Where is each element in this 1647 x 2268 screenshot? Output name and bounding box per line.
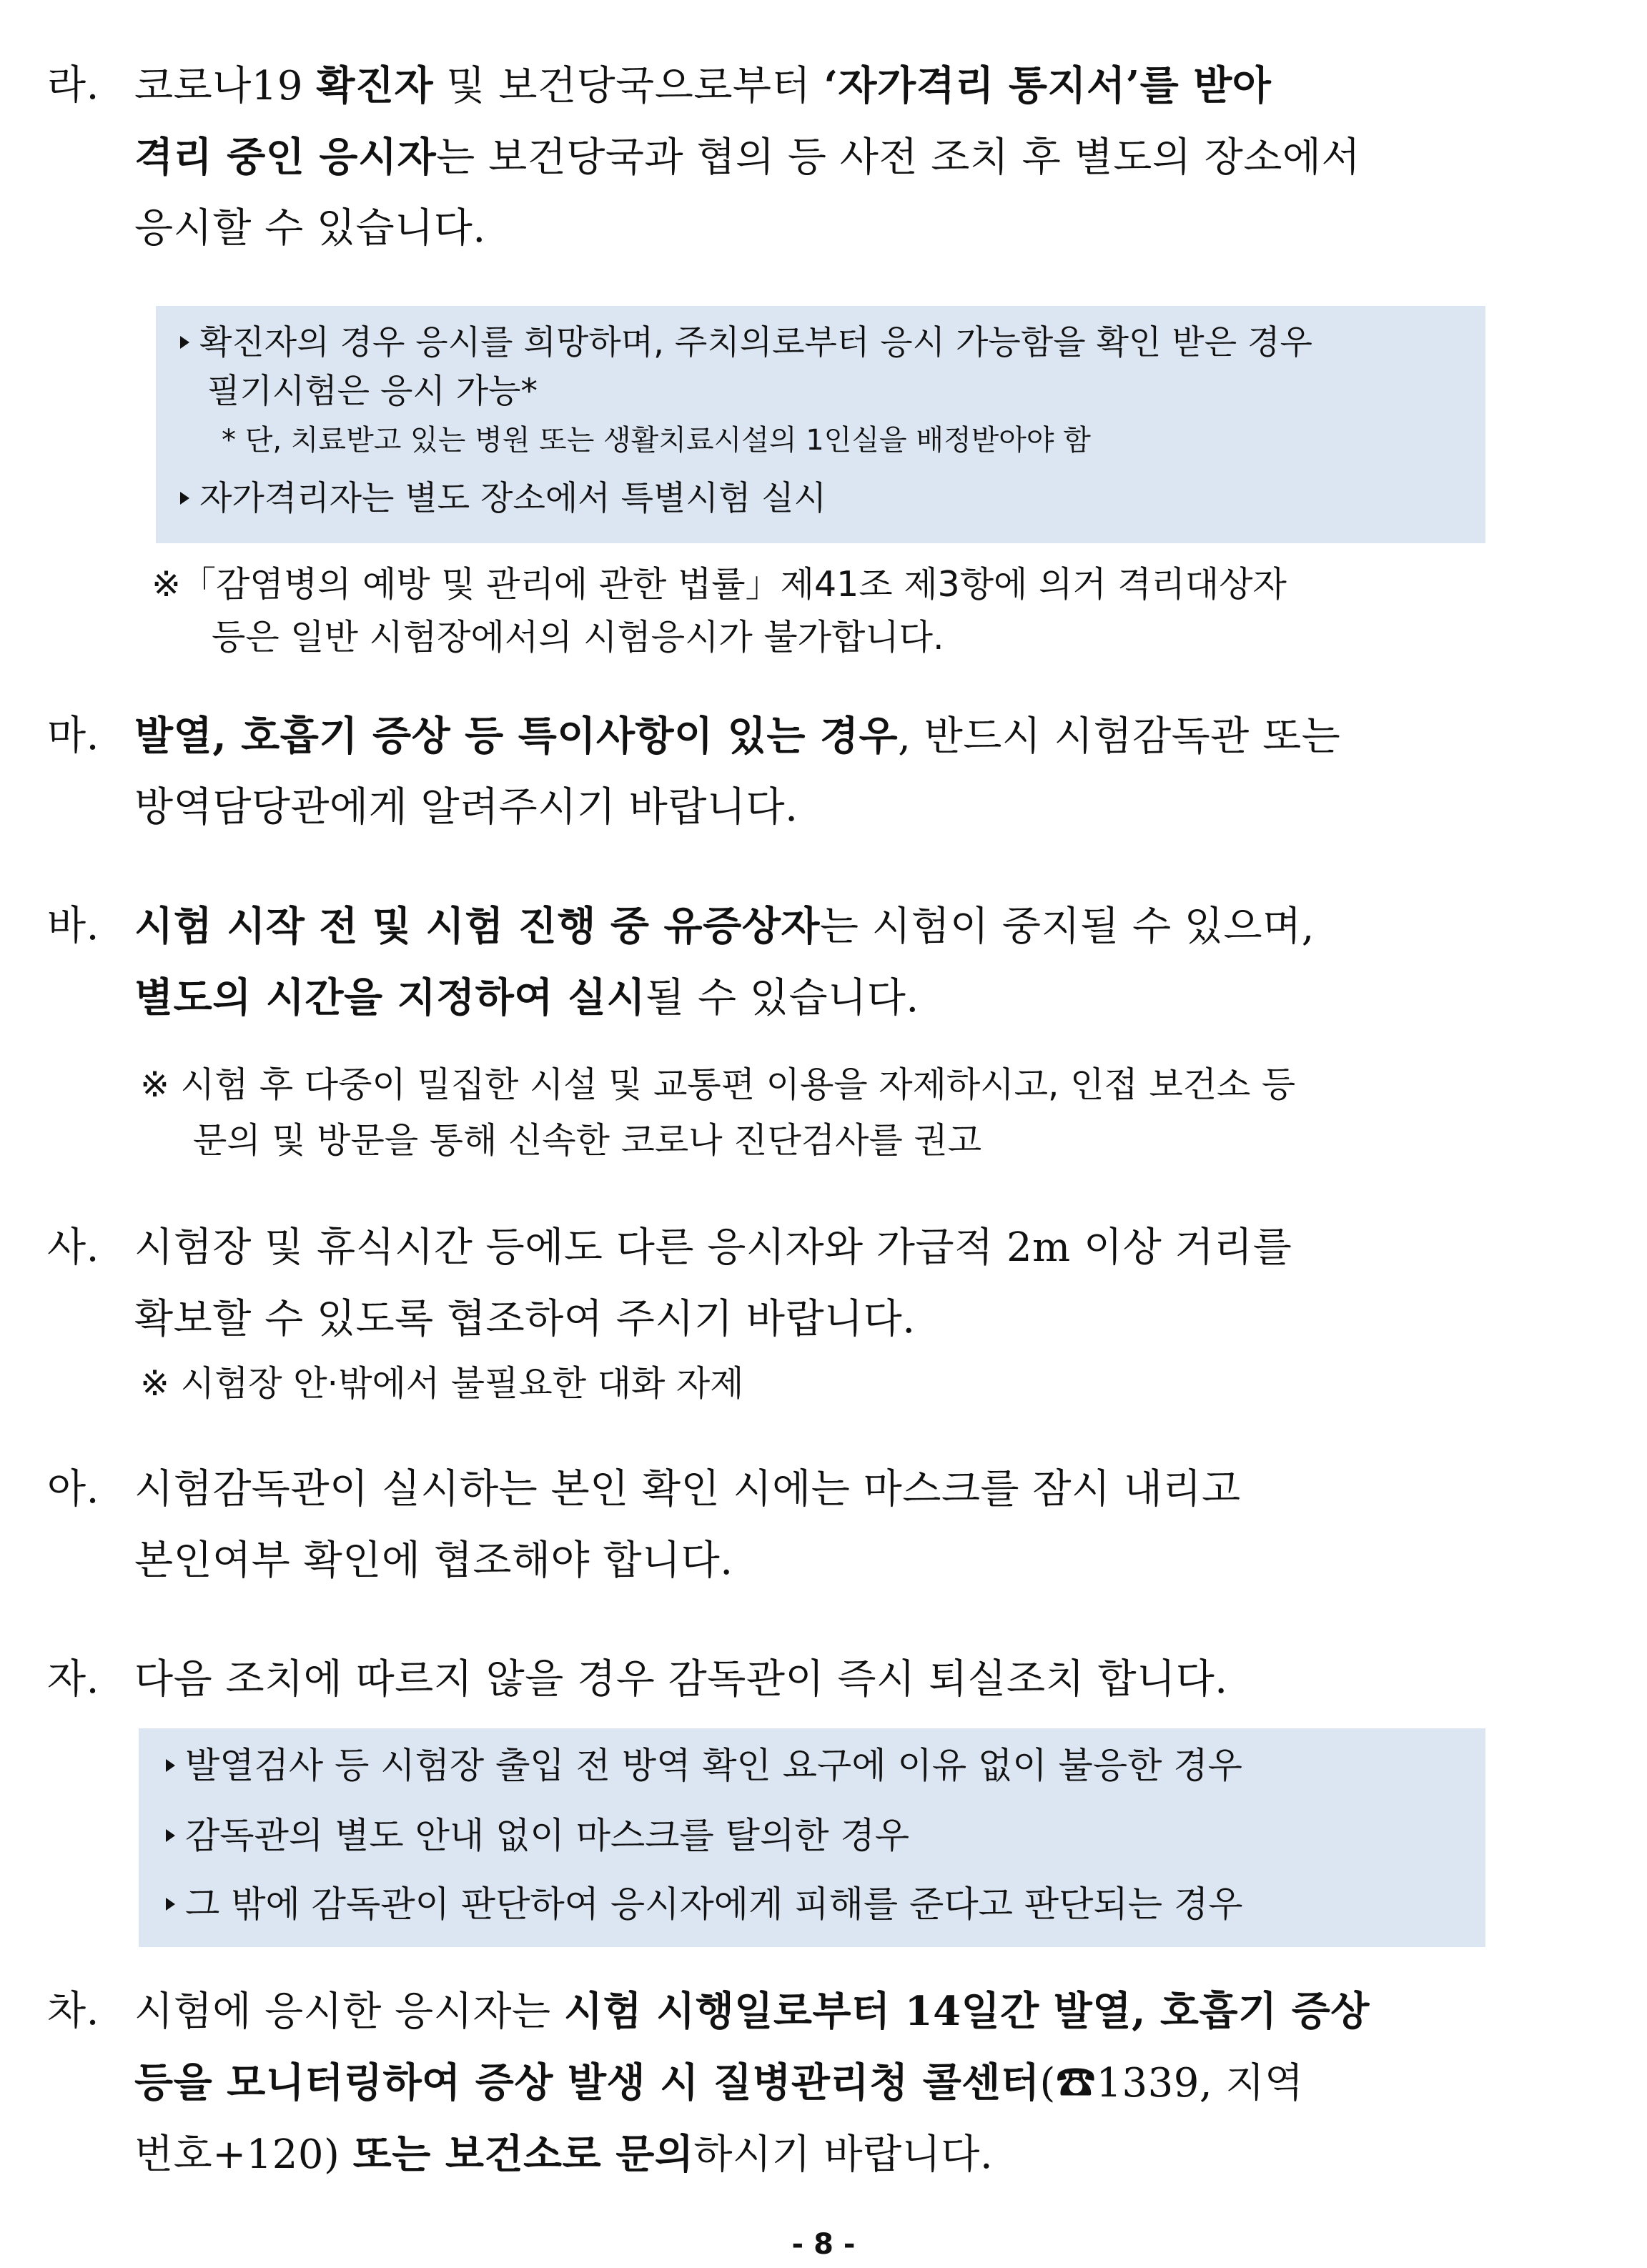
section-ba-line2: 별도의 시간을 지정하여 실시될 수 있습니다. bbox=[134, 974, 919, 1021]
section-marker: 사. bbox=[47, 1224, 99, 1271]
triangle-bullet-icon bbox=[166, 1829, 175, 1842]
section-ma-line2: 방역담당관에게 알려주시기 바랍니다. bbox=[134, 784, 798, 831]
box-item: 그 밖에 감독관이 판단하여 응시자에게 피해를 준다고 판단되는 경우 bbox=[166, 1876, 1243, 1933]
section-ma-line1: 마. 발열, 호흡기 증상 등 특이사항이 있는 경우, 반드시 시험감독관 또는 bbox=[47, 700, 1340, 773]
section-ra-line3: 응시할 수 있습니다. bbox=[134, 205, 486, 252]
section-ra-line1: 라. 코로나19 확진자 및 보건당국으로부터 ‘자가격리 통지서’를 받아 bbox=[47, 50, 1271, 122]
section-cha-line3: 번호+120) 또는 보건소로 문의하시기 바랍니다. bbox=[134, 2131, 994, 2178]
section-marker: 마. bbox=[47, 713, 99, 759]
info-box-ra bbox=[156, 306, 1485, 543]
section-marker: 바. bbox=[47, 903, 99, 949]
section-marker: 차. bbox=[47, 1988, 99, 2034]
conversation-note: ※ 시험장 안·밖에서 불필요한 대화 자제 bbox=[140, 1363, 744, 1404]
section-marker: 아. bbox=[47, 1466, 99, 1512]
triangle-bullet-icon bbox=[166, 1898, 175, 1911]
section-sa-line1: 사. 시험장 및 휴식시간 등에도 다른 응시자와 가급적 2m 이상 거리를 bbox=[47, 1212, 1292, 1284]
section-ra-line2: 격리 중인 응시자는 보건당국과 협의 등 사전 조치 후 별도의 장소에서 bbox=[134, 134, 1361, 181]
advisory-note: ※ 시험 후 다중이 밀집한 시설 및 교통편 이용을 자제하시고, 인접 보건소 등 bbox=[140, 1064, 1296, 1105]
section-ja-line1: 자. 다음 조치에 따르지 않을 경우 감독관이 즉시 퇴실조치 합니다. bbox=[47, 1644, 1228, 1715]
box-item: 발열검사 등 시험장 출입 전 방역 확인 요구에 이유 없이 불응한 경우 bbox=[166, 1737, 1242, 1794]
phone-number: (☎1339, 지역 bbox=[1039, 2060, 1304, 2106]
section-a-line1: 아. 시험감독관이 실시하는 본인 확인 시에는 마스크를 잠시 내리고 bbox=[47, 1454, 1241, 1525]
section-marker: 자. bbox=[47, 1656, 99, 1703]
section-marker: 라. bbox=[47, 62, 99, 109]
section-cha-line2: 등을 모니터링하여 증상 발생 시 질병관리청 콜센터(☎1339, 지역 bbox=[134, 2059, 1304, 2106]
info-box-ja bbox=[139, 1728, 1485, 1947]
box-item-continued: 필기시험은 응시 가능* bbox=[207, 372, 538, 411]
box-item: 감독관의 별도 안내 없이 마스크를 탈의한 경우 bbox=[166, 1807, 909, 1864]
section-ba-line1: 바. 시험 시작 전 및 시험 진행 중 유증상자는 시험이 중지될 수 있으며, bbox=[47, 891, 1315, 963]
triangle-bullet-icon bbox=[180, 492, 189, 505]
reference-note: ※「감염병의 예방 및 관리에 관한 법률」제41조 제3항에 의거 격리대상자 bbox=[152, 564, 1287, 605]
triangle-bullet-icon bbox=[166, 1759, 175, 1772]
section-a-line2: 본인여부 확인에 협조해야 합니다. bbox=[134, 1537, 733, 1584]
reference-note-continued: 등은 일반 시험장에서의 시험응시가 불가합니다. bbox=[212, 617, 944, 658]
box-footnote: * 단, 치료받고 있는 병원 또는 생활치료시설의 1인실을 배정받아야 함 bbox=[222, 424, 1091, 457]
box-item: 확진자의 경우 응시를 희망하며, 주치의로부터 응시 가능함을 확인 받은 경우 bbox=[180, 315, 1312, 372]
box-item: 자가격리자는 별도 장소에서 특별시험 실시 bbox=[180, 470, 826, 528]
page-number: - 8 - bbox=[791, 2228, 856, 2261]
advisory-note-continued: 문의 및 방문을 통해 신속한 코로나 진단검사를 권고 bbox=[193, 1120, 982, 1161]
section-cha-line1: 차. 시험에 응시한 응시자는 시험 시행일로부터 14일간 발열, 호흡기 증상 bbox=[47, 1976, 1370, 2048]
section-sa-line2: 확보할 수 있도록 협조하여 주시기 바랍니다. bbox=[134, 1296, 916, 1342]
triangle-bullet-icon bbox=[180, 336, 189, 349]
